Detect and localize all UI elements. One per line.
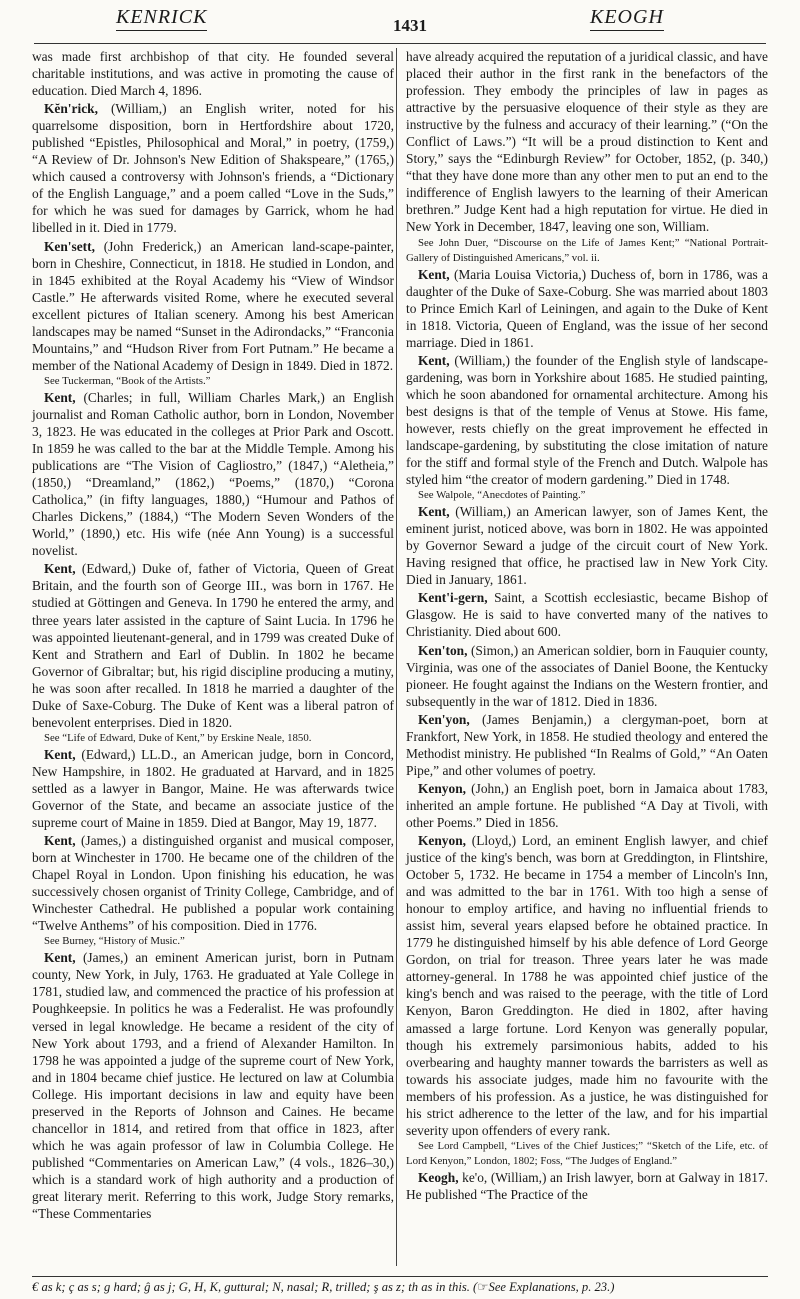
- reference-note: See “Life of Edward, Duke of Kent,” by Erskine Neale, 1850.: [44, 731, 312, 744]
- dictionary-entry: [32, 949, 394, 1222]
- entry-text: (William,) an English writer, noted for his quarrelsome disposition, born in Hertfordshire about 1720, published “Epistles, Philosophical and Moral,” in poetry, (1759,) “A Review of Dr. Johnson's New Edition of Shakspeare,” (1765,) which caused a controversy with Johnson's friends, a “Dictionary of the English Language,” and a poem called “Love in the Suds,” for which he was sued for damages by Garrick, whom he had libelled in it. Died in 1779.: [32, 101, 394, 236]
- entry-text: (Edward,) Duke of, father of Victoria, Queen of Great Britain, and the fourth son of George III., was born in 1767. He studied at Göttingen and Geneva. In 1790 he entered the army, and three years later assisted in the capture of Saint Lucia. In 1796 he was appointed lieutenant-general, and in 1799 was created Duke of Kent and Strathern and Earl of Dublin. In 1802 he became Governor of Gibraltar; but, his rigid discipline producing a mutiny, he was soon after recalled. In 1818 he married a daughter of the Duke of Saxe-Coburg. The Duke of Kent was a liberal patron of benevolent enterprises. Died in 1820.: [32, 561, 394, 730]
- page-header: [34, 6, 766, 46]
- dictionary-entry: [406, 1169, 768, 1203]
- entry-headword: Kenyon,: [418, 833, 466, 849]
- entry-headword: Kent,: [44, 561, 76, 577]
- entry-text: (William,) an American lawyer, son of James Kent, the eminent jurist, noticed above, was born in 1802. He was appointed by Governor Seward a judge of the circuit court of New York. Having resigned that office, he practised law in New York City. Died in January, 1861.: [406, 504, 768, 588]
- dictionary-entry: [406, 780, 768, 831]
- right-column: [406, 48, 768, 1203]
- entry-text: (John Frederick,) an American land-scape-painter, born in Cheshire, Connecticut, in 1818. He studied in London, and in 1845 exhibited at the Royal Academy his “View of Windsor Castle.” He afterwards visited Rome, where he executed several excellent pictures of Italian scenery. Among his best American landscapes may be named “Sunset in the Adirondacks,” “Franconia Mountains,” and “Hudson River from Fort Putnam.” He became a member of the National Academy of Design in 1849. Died in 1872.: [32, 238, 394, 373]
- dictionary-entry: [406, 503, 768, 588]
- entry-headword: Kenyon,: [418, 780, 466, 796]
- reference-note: See Lord Campbell, “Lives of the Chief Justices;” “Sketch of the Life, etc. of Lord Kenyon,” London, 1802; Foss, “The Judges of England.”: [406, 1139, 768, 1167]
- reference-note: See Tuckerman, “Book of the Artists.”: [44, 374, 211, 387]
- dictionary-entry: [32, 238, 394, 374]
- entry-headword: Kent,: [44, 833, 76, 849]
- entry-text: (Lloyd,) Lord, an eminent English lawyer, and chief justice of the king's bench, was born at Greddington, in Flintshire, October 5, 1732. He became in 1754 a member of Lincoln's Inn, and was admitted to the bar in 1761. With too high a sense of honour to employ artifice, and having no influential friends to assist him, several years elapsed before he obtained practice. In 1779 he distinguished himself by his able defence of Lord George Gordon, on trial for treason. Three years later he was made attorney-general. In 1788 he was appointed chief justice of the king's bench and was raised to the peerage, with the title of Lord Kenyon, Baron Greddington. He died in 1802, after having amassed a large fortune. Lord Kenyon was generally popular, though his extremely parsimonious habits, added to his overbearing and haughty manner towards the barristers as well as towards his associate judges, made him no favourite with the members of his profession. As a justice, he was distinguished for his strict adherence to the letter of the law, and for his impartial severity upon offenders of every rank.: [406, 833, 768, 1138]
- explanations-note: See Explanations, p. 23.): [488, 1280, 615, 1294]
- dictionary-entry: [32, 832, 394, 934]
- entry-text: ke'o, (William,) an Irish lawyer, born at Galway in 1817. He published “The Practice of the: [406, 1169, 768, 1202]
- entry-headword: Kent'i-gern,: [418, 590, 488, 606]
- dictionary-entry: [406, 642, 768, 710]
- dictionary-entry: [32, 100, 394, 236]
- entry-headword: Kent,: [418, 352, 450, 368]
- left-column: [32, 48, 394, 1222]
- dictionary-entry: [406, 711, 768, 779]
- reference-note: See John Duer, “Discourse on the Life of James Kent;” “National Portrait-Gallery of Distinguished Americans,” vol. ii.: [406, 236, 768, 264]
- reference-note: See Burney, “History of Music.”: [44, 935, 185, 948]
- dictionary-entry: [32, 746, 394, 831]
- header-rule: [34, 43, 766, 44]
- entry-headword: Ken'yon,: [418, 711, 470, 727]
- entry-text: (John,) an English poet, born in Jamaica about 1783, inherited an ample fortune. He published “A Day at Tivoli, with other Poems.” Died in 1856.: [406, 780, 768, 830]
- running-head-left: KENRICK: [116, 6, 207, 31]
- entry-text: Saint, a Scottish ecclesiastic, became Bishop of Glasgow. He is said to have converted many of the natives to Christianity. Died about 600.: [406, 590, 768, 640]
- entry-headword: Keogh,: [418, 1169, 459, 1185]
- entry-text: (Simon,) an American soldier, born in Fauquier county, Virginia, was one of the associates of Daniel Boone, the Kentucky pioneer. He fought against the Indians on the Western frontier, and subsequently in the war of 1812. Died in 1836.: [406, 642, 768, 709]
- entry-continuation: [32, 48, 394, 99]
- entry-headword: Ken'ton,: [418, 642, 468, 658]
- entry-headword: Kent,: [418, 266, 450, 282]
- entry-text: (James,) an eminent American jurist, born in Putnam county, New York, in July, 1763. He graduated at Yale College in 1781, studied law, and commenced the practice of his profession at Poughkeepsie. In politics he was a Federalist. He was profoundly versed in legal knowledge. He became a resident of the city of New York about 1793, and a friend of Alexander Hamilton. In 1798 he was appointed a judge of the supreme court of New York, and in 1804 became chief justice. He lectured on law at Columbia College. His important decisions in law and equity have been preserved in the Reports of Johnson and Caines. He became chancellor in 1814, and retired from that office in 1823, after which he was again professor of law in Columbia College. He published “Commentaries on American Law,” (4 vols., 1826–30,) which is a standard work of high authority and a production of great literary merit. Referring to this work, Judge Story remarks, “These Commentaries: [32, 950, 394, 1222]
- entry-headword: Kent,: [44, 950, 76, 966]
- entry-headword: Kĕn'rick,: [44, 101, 98, 117]
- entry-text: have already acquired the reputation of a juridical classic, and have placed their author in the first rank in the benefactors of the profession. They embody the principles of law in pages as attractive by the persuasive eloquence of their style as they are instructive by the fulness and accuracy of their learning.” (“On the Conflict of Laws.”) “It will be a proud distinction to Kent and Story,” says the “Edinburgh Review” for October, 1852, (p. 340,) “that they have done more than any other men to put an end to the indifference of English lawyers to the learning of their American brethren.” Judge Kent had a high reputation for virtue. He died in New York in December, 1847, leaving one son, William.: [406, 49, 768, 235]
- entry-continuation: [406, 48, 768, 236]
- dictionary-entry: [406, 352, 768, 488]
- entry-text: (William,) the founder of the English style of landscape-gardening, was born in Yorkshire about 1685. He studied painting, which he soon abandoned for ornamental architecture. Among his best designs is that of the temple of Venus at Stowe. His fame, however, rests chiefly on the great improvement he effected in landscape-gardening, by substituting the close imitation of nature for the stiff and formal style of the French and Dutch. Walpole has styled him “the creator of modern gardening.” Died in 1748.: [406, 352, 768, 488]
- page-number: 1431: [393, 16, 427, 35]
- column-divider: [396, 48, 397, 1266]
- dictionary-entry: [406, 266, 768, 351]
- entry-headword: Ken'sett,: [44, 238, 95, 254]
- entry-headword: Kent,: [44, 746, 76, 762]
- dictionary-entry: [406, 832, 768, 1139]
- entry-text: was made first archbishop of that city. He founded several charitable institutions, and was active in promoting the cause of education. Died March 4, 1896.: [32, 49, 394, 99]
- entry-text: (Charles; in full, William Charles Mark,) an English journalist and Roman Catholic author, born in London, November 3, 1823. He was educated in the colleges at Prior Park and Oscott. In 1859 he was called to the bar at the Middle Temple. Among his publications are “The Vision of Cagliostro,” (1847,) “Aletheia,” (1850,) “Dreamland,” (1862,) “Poems,” (1870,) “Corona Catholica,” (in fifty languages, 1880,) “Humour and Pathos of Charles Dickens,” (1884,) “The Modern Seven Wonders of the World,” (1890,) etc. His wife (née Ann Young) is a successful novelist.: [32, 389, 394, 559]
- pointing-hand-icon: ☞: [477, 1280, 489, 1294]
- pronunciation-key: € as k; ç as s; g hard; ĝ as j; G, H, K, guttural; N, nasal; R, trilled; ş as z; th as in this. (☞See Explanations, p. 23.): [32, 1276, 768, 1295]
- dictionary-entry: [32, 389, 394, 559]
- dictionary-entry: [32, 560, 394, 730]
- running-head-right: KEOGH: [590, 6, 664, 31]
- dictionary-entry: [406, 589, 768, 640]
- entry-text: (James,) a distinguished organist and musical composer, born at Winchester in 1700. He became one of the children of the Chapel Royal in London. Upon finishing his education, he was successively chosen organist of Trinity College, Cambridge, and of Winchester Cathedral. He published a popular work containing “Twelve Anthems” of his composition. Died in 1776.: [32, 833, 394, 934]
- entry-text: (Maria Louisa Victoria,) Duchess of, born in 1786, was a daughter of the Duke of Saxe-Coburg. She was married about 1803 to Prince Emich Karl of Leiningen, and again to the Duke of Kent in 1818. Victoria, Queen of England, was the issue of her second marriage. Died in 1861.: [406, 266, 768, 350]
- entry-text: (James Benjamin,) a clergyman-poet, born at Frankfort, New York, in 1858. He studied theology and entered the Methodist ministry. He published “In Realms of Gold,” “An Oaten Pipe,” and other volumes of poetry.: [406, 711, 768, 778]
- entry-headword: Kent,: [44, 389, 76, 405]
- pronunciation-key-text: € as k; ç as s; g hard; ĝ as j; G, H, K, guttural; N, nasal; R, trilled; ş as z; th as in this.: [32, 1280, 470, 1294]
- entry-text: (Edward,) LL.D., an American judge, born in Concord, New Hampshire, in 1802. He graduated at Harvard, and in 1825 settled as a lawyer in Bangor, Maine. He was afterwards twice Governor of the State, and became an associate justice of the supreme court of Maine in 1859. Died at Bangor, May 19, 1877.: [32, 746, 394, 831]
- entry-headword: Kent,: [418, 504, 450, 520]
- reference-note: See Walpole, “Anecdotes of Painting.”: [418, 489, 586, 502]
